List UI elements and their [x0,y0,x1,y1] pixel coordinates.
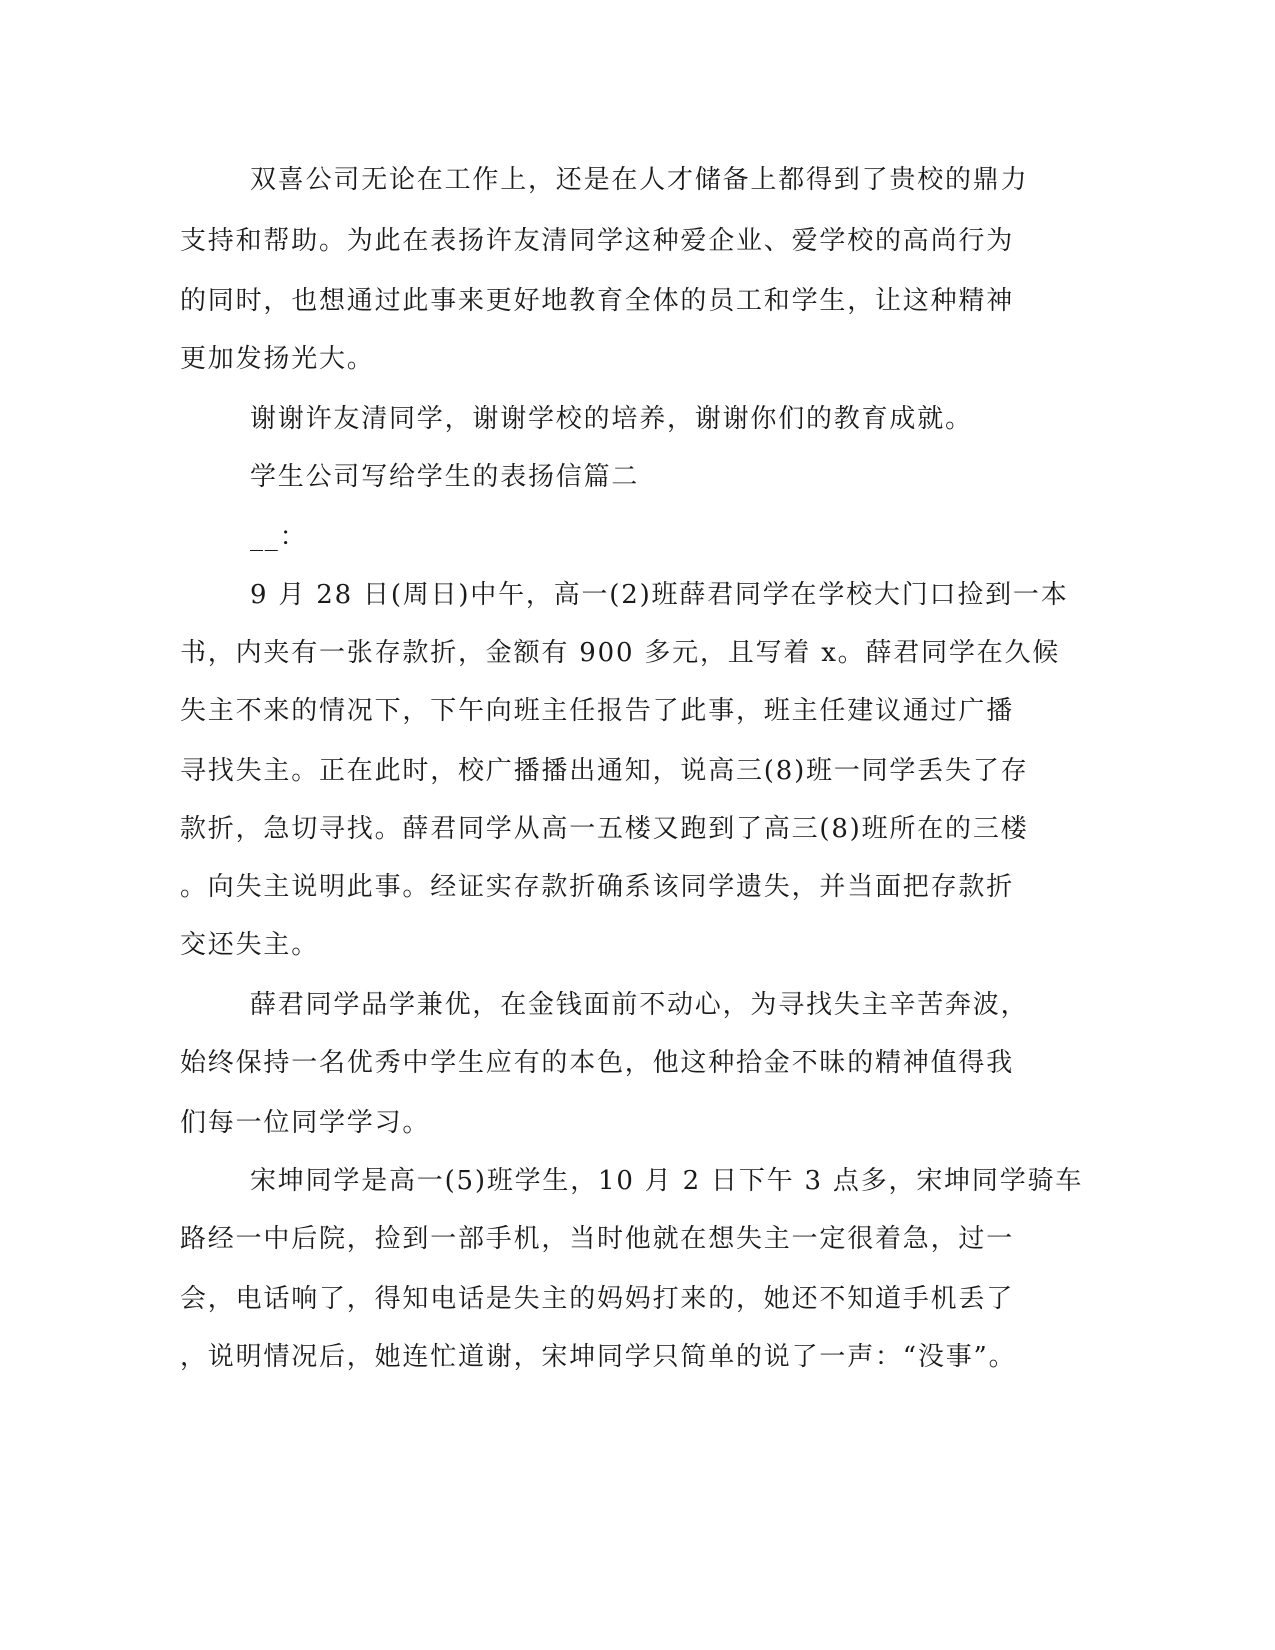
paragraph-line: 的同时，也想通过此事来更好地教育全体的员工和学生，让这种精神 [180,286,1015,316]
paragraph-line: ，说明情况后，她连忙道谢，宋坤同学只简单的说了一声：“没事”。 [180,1342,1017,1372]
paragraph-line: 款折，急切寻找。薛君同学从高一五楼又跑到了高三(8)班所在的三楼 [180,814,1029,844]
paragraph-line: 更加发扬光大。 [180,344,375,374]
paragraph-line: 谢谢许友清同学，谢谢学校的培养，谢谢你们的教育成就。 [250,404,973,434]
paragraph-line: 们每一位同学学习。 [180,1108,431,1138]
paragraph-line: 支持和帮助。为此在表扬许友清同学这种爱企业、爱学校的高尚行为 [180,226,1015,256]
salutation: __： [250,522,308,552]
paragraph-line: 书，内夹有一张存款折，金额有 900 多元，且写着 x。薛君同学在久候 [180,638,1061,668]
paragraph-line: 会，电话响了，得知电话是失主的妈妈打来的，她还不知道手机丢了 [180,1284,1015,1314]
paragraph-line: 9 月 28 日(周日)中午，高一(2)班薛君同学在学校大门口捡到一本 [250,580,1069,610]
paragraph-line: 。向失主说明此事。经证实存款折确系该同学遗失，并当面把存款折 [180,872,1015,902]
paragraph-line: 寻找失主。正在此时，校广播播出通知，说高三(8)班一同学丢失了存 [180,756,1029,786]
section-heading: 学生公司写给学生的表扬信篇二 [250,462,640,492]
paragraph-line: 宋坤同学是高一(5)班学生，10 月 2 日下午 3 点多，宋坤同学骑车 [250,1166,1084,1196]
paragraph-line: 交还失主。 [180,930,320,960]
paragraph-line: 双喜公司无论在工作上，还是在人才储备上都得到了贵校的鼎力 [250,165,1029,195]
paragraph-line: 薛君同学品学兼优，在金钱面前不动心，为寻找失主辛苦奔波， [250,990,1029,1020]
paragraph-line: 失主不来的情况下，下午向班主任报告了此事，班主任建议通过广播 [180,696,1015,726]
paragraph-line: 始终保持一名优秀中学生应有的本色，他这种拾金不昧的精神值得我 [180,1048,1015,1078]
paragraph-line: 路经一中后院，捡到一部手机，当时他就在想失主一定很着急，过一 [180,1224,1015,1254]
